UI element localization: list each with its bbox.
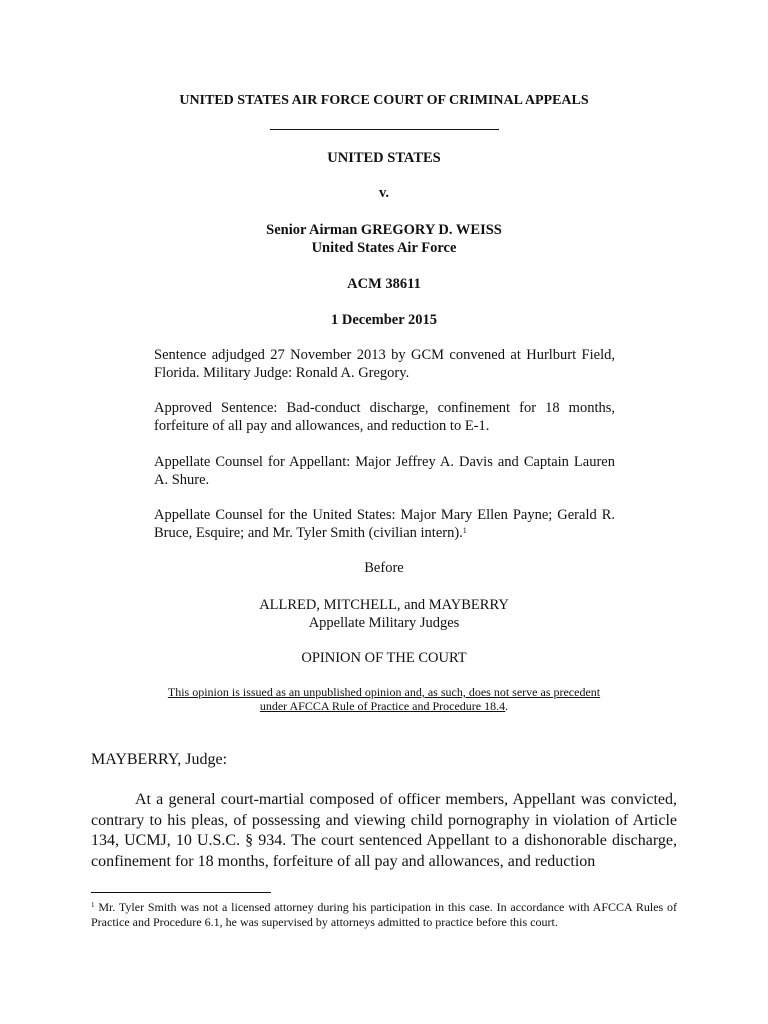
accused-service: United States Air Force	[311, 240, 457, 256]
footnote-text: Mr. Tyler Smith was not a licensed attorney during his participation in this case. In accordance with AFCCA Rules of Practice and Procedure 6.1, he was supervised by attorneys admitted to practice before this court.	[91, 900, 677, 929]
opinion-heading: OPINION OF THE COURT	[301, 650, 467, 666]
footnote	[91, 900, 677, 930]
court-name: UNITED STATES AIR FORCE COURT OF CRIMINAL APPEALS	[179, 93, 589, 108]
approved-sentence: Approved Sentence: Bad-conduct discharge, confinement for 18 months, forfeiture of all pay and allowances, and reduction to E-1.	[154, 400, 615, 434]
opinion-author: MAYBERRY, Judge:	[91, 751, 228, 768]
versus-label: v.	[378, 185, 390, 201]
appellant-counsel: Appellate Counsel for Appellant: Major Jeffrey A. Davis and Captain Lauren A. Shure.	[154, 454, 615, 488]
decision-date: 1 December 2015	[330, 312, 438, 328]
judges-title: Appellate Military Judges	[308, 615, 460, 631]
unpublished-notice	[0, 685, 768, 713]
accused-block	[0, 221, 768, 257]
judges-names: ALLRED, MITCHELL, and MAYBERRY	[259, 597, 509, 613]
government-counsel-text: Appellate Counsel for the United States: Major Mary Ellen Payne; Gerald R. Bruce, Esquire; and Mr. Tyler Smith (civilian intern).	[154, 507, 615, 541]
government-counsel	[154, 506, 615, 542]
header-divider	[270, 129, 499, 130]
notice-period: .	[505, 699, 509, 713]
opinion-paragraph: At a general court-martial composed of officer members, Appellant was convicted, contrary to his pleas, of possessing and viewing child pornography in violation of Article 134, UCMJ, 10 U.S.C. § 934. The court sentenced Appellant to a dishonorable discharge, confinement for 18 months, forfeiture of all pay and allowances, and reduction	[91, 791, 677, 870]
panel-judges	[0, 596, 768, 632]
sentence-adjudged: Sentence adjudged 27 November 2013 by GCM convened at Hurlburt Field, Florida. Military Judge: Ronald A. Gregory.	[154, 347, 615, 381]
case-number: ACM 38611	[347, 276, 421, 292]
before-label: Before	[364, 560, 404, 576]
footnote-ref[interactable]: 1	[462, 526, 467, 535]
notice-line-1: This opinion is issued as an unpublished opinion and, as such, does not serve as precedent	[167, 685, 601, 699]
footnote-divider	[91, 892, 271, 893]
notice-line-2: under AFCCA Rule of Practice and Procedure 18.4	[259, 699, 506, 713]
party-united-states: UNITED STATES	[327, 150, 441, 166]
accused-name: Senior Airman GREGORY D. WEISS	[266, 222, 502, 238]
footnote-number: 1	[91, 901, 95, 909]
